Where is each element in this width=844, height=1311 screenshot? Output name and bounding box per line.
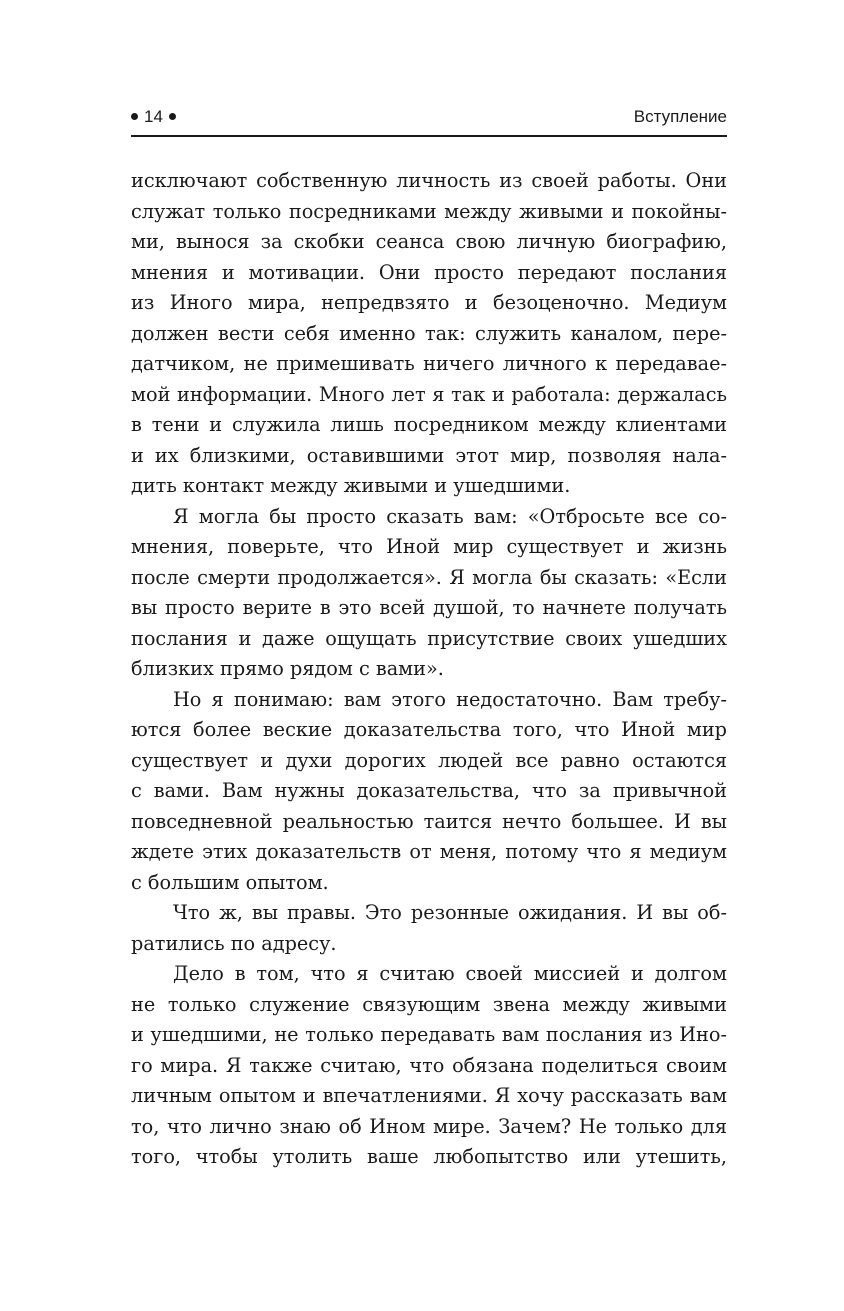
text-line: существует и духи дорогих людей все равно остаются (131, 748, 727, 772)
text-line: исключают собственную личность из своей работы. Они (131, 169, 727, 192)
text-line: Что ж, вы правы. Это резонные ожидания. И вы об- (173, 901, 727, 924)
text-line: мнения и мотивации. Они просто передают послания (131, 260, 727, 284)
bullet-right-icon (169, 113, 176, 120)
text-line: из Иного мира, непредвзято и безоценочно. Медиум (131, 291, 727, 314)
page-number (131, 103, 182, 131)
text-line: мнения, поверьте, что Иной мир существует и жизнь (131, 535, 727, 558)
running-head (131, 103, 727, 131)
text-line: го мира. Я также считаю, что обязана поделиться своим (131, 1053, 727, 1077)
text-line: Я могла бы просто сказать вам: «Отбросьте все со- (173, 504, 727, 528)
text-line: датчиком, не примешивать ничего личного к передавае- (131, 352, 727, 375)
text-line: с большим опытом. (131, 870, 329, 894)
page-number-text: 14 (144, 107, 163, 126)
text-line: послания и даже ощущать присутствие своих ушедших (131, 626, 727, 650)
text-line: близких прямо рядом с вами». (131, 657, 444, 680)
text-line: ми, вынося за скобки сеанса свою личную биографию, (131, 230, 727, 253)
paragraph (131, 685, 727, 899)
text-line: мой информации. Много лет я так и работала: держалась (131, 382, 727, 406)
text-line: служат только посредниками между живыми и покойны- (131, 199, 727, 223)
text-line: должен вести себя именно так: служить каналом, пере- (131, 321, 727, 345)
text-line: того, чтобы утолить ваше любопытство или утешить, (131, 1145, 727, 1168)
text-line: личным опытом и впечатлениями. Я хочу рассказать вам (131, 1084, 727, 1107)
text-line: дить контакт между живыми и ушедшими. (131, 474, 571, 497)
text-line: ждете этих доказательств от меня, потому что я медиум (131, 840, 727, 863)
text-line: Дело в том, что я считаю своей миссией и долгом (173, 962, 727, 985)
text-line: с вами. Вам нужны доказательства, что за привычной (131, 779, 727, 802)
header-rule (131, 135, 727, 137)
text-line: и их близкими, оставившими этот мир, позволяя нала- (131, 443, 727, 467)
text-line: ратились по адресу. (131, 931, 337, 955)
paragraph (131, 166, 727, 502)
text-line: в тени и служила лишь посредником между клиентами (131, 413, 727, 436)
text-line: вы просто верите в это всей душой, то начнете получать (131, 596, 727, 619)
paragraph (131, 959, 727, 1173)
bullet-left-icon (131, 113, 138, 120)
text-line: не только служение связующим звена между живыми (131, 992, 727, 1016)
text-line: то, что лично знаю об Ином мире. Зачем? Не только для (131, 1114, 727, 1138)
text-line: и ушедшими, не только передавать вам послания из Ино- (131, 1023, 727, 1046)
paragraph (131, 898, 727, 959)
paragraph (131, 502, 727, 685)
text-line: повседневной реальностью таится нечто большее. И вы (131, 809, 727, 833)
text-line: после смерти продолжается». Я могла бы сказать: «Если (131, 565, 727, 589)
body-text (131, 166, 727, 1173)
text-line: ются более веские доказательства того, что Иной мир (131, 718, 727, 741)
text-line: Но я понимаю: вам этого недостаточно. Вам требу- (173, 687, 727, 711)
section-title: Вступление (633, 107, 727, 126)
